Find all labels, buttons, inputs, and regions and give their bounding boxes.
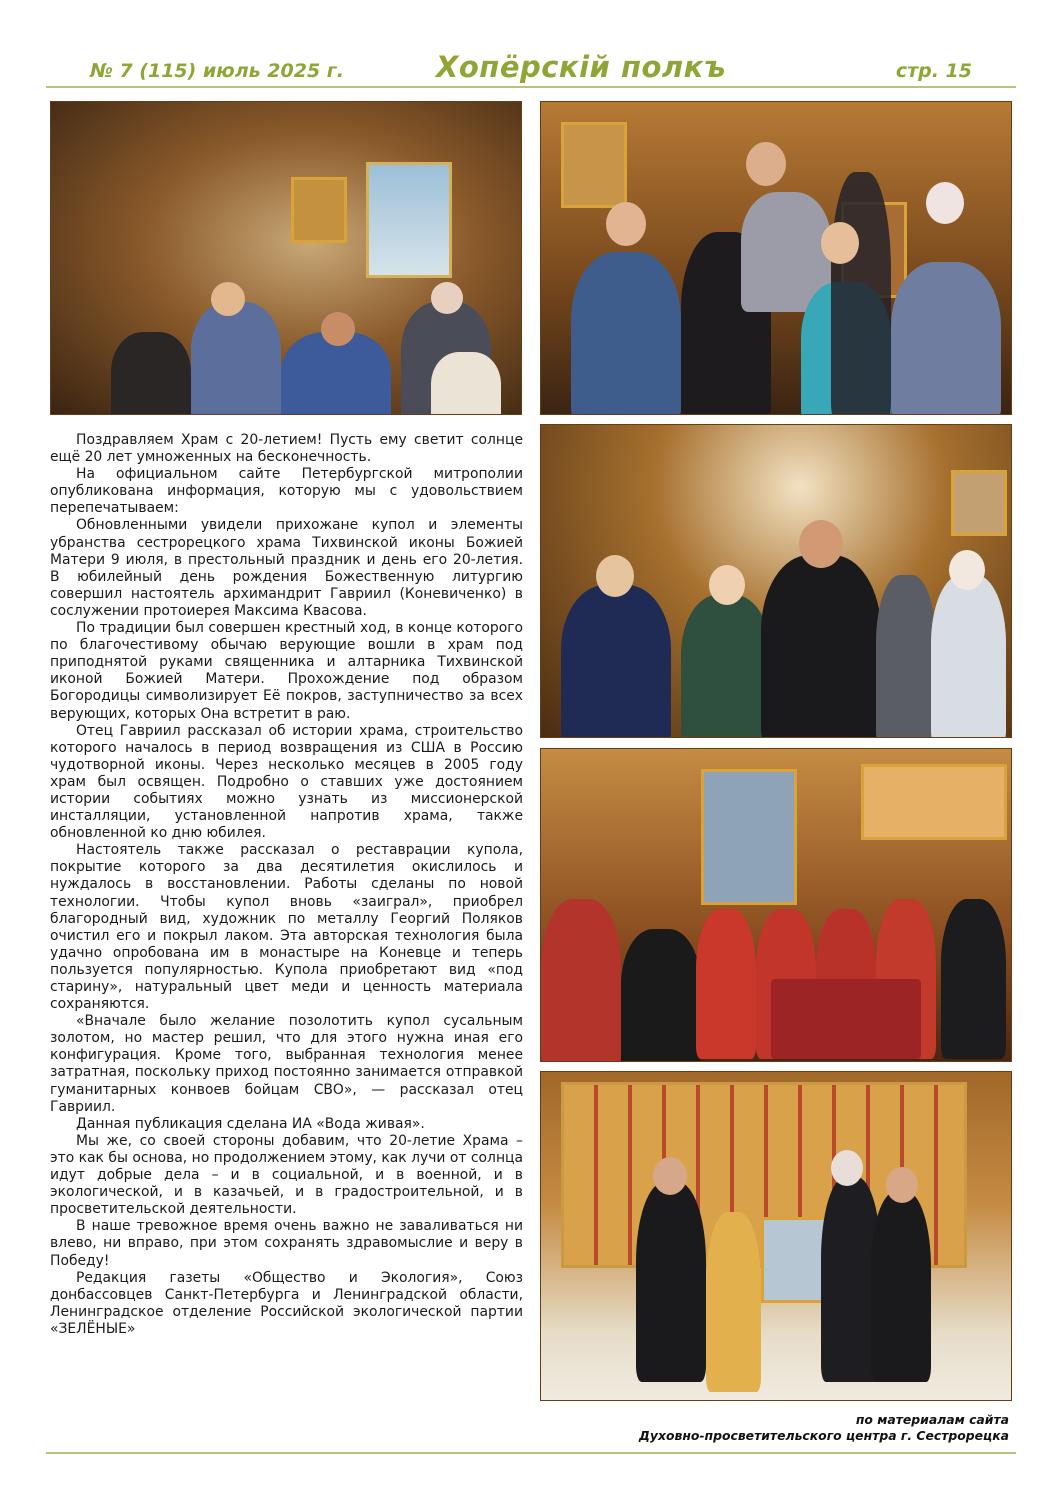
article-body [50,432,523,1338]
newspaper-title: Хопёрскій полкъ [436,50,727,84]
photo-parishioners-cossack [540,424,1012,738]
article-paragraph: Мы же, со своей стороны добавим, что 20-летие Храма – это как бы основа, но продолжением этому, как лучи от солнца идут добрые дела – и в социальной, и в военной, и в экологической, и в казачьей, и в градостроительной, и в просветительской деятельности. [50,1132,523,1218]
photo-clergy-iconostasis [540,1071,1012,1401]
masthead [46,50,1016,88]
article-paragraph: В наше тревожное время очень важно не заваливаться ни влево, ни вправо, при этом сохранять здравомыслие и веру в Победу! [50,1218,523,1269]
footer-divider [46,1452,1016,1454]
article-paragraph: Настоятель также рассказал о реставрации купола, покрытие которого за два десятилетия окислилось и нуждалось в восстановлении. Работы сделаны по новой технологии. Чтобы купол вновь «заиграл», приобрел благородный вид, художник по металлу Георгий Поляков очистил его и покрыл лаком. Эта авторская технология была удачно опробована им в монастыре на Коневце и теперь пользуется популярностью. Купола приобретают вид «под старину», натуральный цвет меди и ценность материала сохраняются. [50,842,523,1013]
article-paragraph: Обновленными увидели прихожане купол и элементы убранства сестрорецкого храма Тихвинской иконы Божией Матери 9 июля, в престольный праздник и день его 20-летия. В юбилейный день рождения Божественную литургию совершил настоятель архимандрит Гавриил (Коневиченко) в сослужении протоиерея Максима Квасова. [50,517,523,619]
photo-congregation-icon [50,101,522,415]
article-paragraph: Отец Гавриил рассказал об истории храма, строительство которого началось в период возвращения из США в Россию чудотворной иконы. Через несколько месяцев в 2005 году храм был освящен. Подробно о ставших уже достоянием истории событиях можно узнать из миссионерской инсталляции, установленной напротив храма, также обновленной ко дню юбилея. [50,722,523,842]
header-divider [46,86,1016,88]
article-paragraph: Данная публикация сделана ИА «Вода живая». [76,1115,425,1132]
article-paragraph: «Вначале было желание позолотить купол сусальным золотом, но мастер решил, что для этого нужна иная его конфигурация. Кроме того, выбранная технология менее затратная, поскольку приход постоянно занимается отправкой гуманитарных конвоев бойцам СВО», — рассказал отец Гавриил. [50,1013,523,1115]
article-paragraph: Поздравляем Храм с 20-летием! Пусть ему светит солнце ещё 20 лет умноженных на бесконечность. [50,432,523,466]
photo-choir-children [540,101,1012,415]
photo-credit [639,1412,1009,1444]
page-number: стр. 15 [895,60,972,82]
credit-line-1: по материалам сайта [855,1412,1009,1427]
credit-line-2: Духовно-просветительского центра г. Сестрорецка [638,1428,1009,1443]
photo-cossacks-altar [540,748,1012,1062]
article-paragraph: На официальном сайте Петербургской митрополии опубликована информация, которую мы с удовольствием перепечатываем: [50,466,523,517]
article-paragraph: По традиции был совершен крестный ход, в конце которого по благочестивому обычаю верующие вошли в храм под приподнятой руками священника и алтарника Тихвинской иконой Божией Матери. Прохождение под образом Богородицы символизирует Её покров, заступничество за всех верующих, которых Она встретит в раю. [50,620,523,722]
issue-number: № 7 (115) июль 2025 г. [90,60,344,82]
article-paragraph: Редакция газеты «Общество и Экология», Союз донбассовцев Санкт-Петербурга и Ленинградской области, Ленинградское отделение Российской экологической партии «ЗЕЛЁНЫЕ» [50,1269,523,1337]
